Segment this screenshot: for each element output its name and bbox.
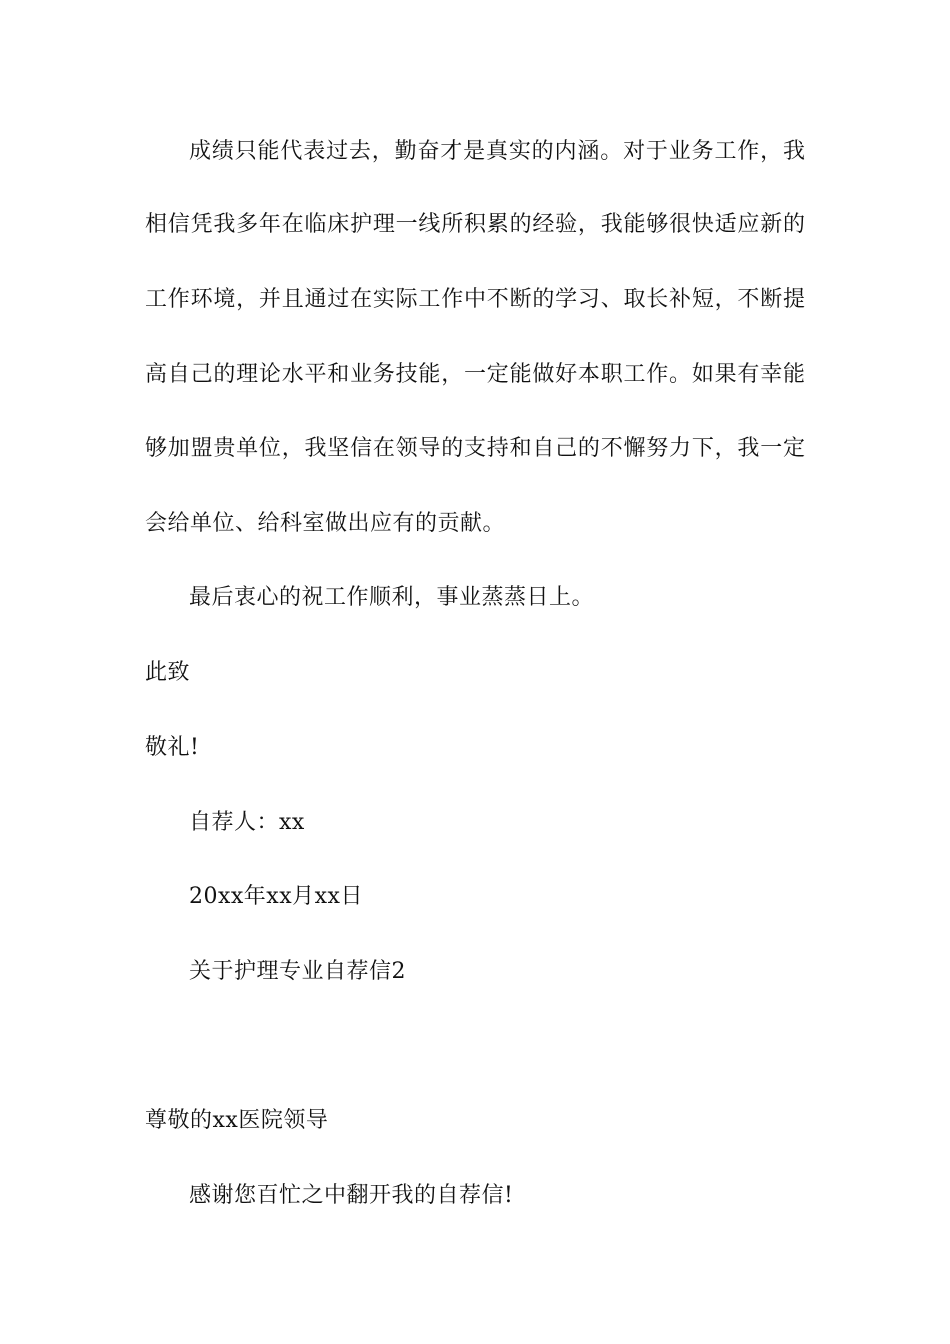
date-line: 20xx年xx月xx日 (189, 884, 363, 909)
paragraph-line-1: 成绩只能代表过去，勤奋才是真实的内涵。对于业务工作，我 (189, 139, 805, 164)
closing-ci-zhi: 此致 (145, 660, 191, 685)
paragraph-line-3: 工作环境，并且通过在实际工作中不断的学习、取长补短，不断提 (145, 287, 805, 312)
wish-text: 最后衷心的祝工作顺利，事业蒸蒸日上。 (189, 585, 595, 610)
paragraph-line-2: 相信凭我多年在临床护理一线所积累的经验，我能够很快适应新的 (145, 212, 805, 237)
paragraph-line-4: 高自己的理论水平和业务技能，一定能做好本职工作。如果有幸能 (145, 362, 805, 387)
paragraph-line-6: 会给单位、给科室做出应有的贡献。 (145, 511, 506, 536)
opening-line: 感谢您百忙之中翻开我的自荐信! (189, 1183, 514, 1208)
signature-line: 自荐人：xx (189, 810, 305, 835)
closing-jing-li: 敬礼! (145, 735, 200, 760)
next-letter-title: 关于护理专业自荐信2 (189, 959, 406, 984)
paragraph-line-5: 够加盟贵单位，我坚信在领导的支持和自己的不懈努力下，我一定 (145, 436, 805, 461)
salutation: 尊敬的xx医院领导 (145, 1108, 329, 1133)
